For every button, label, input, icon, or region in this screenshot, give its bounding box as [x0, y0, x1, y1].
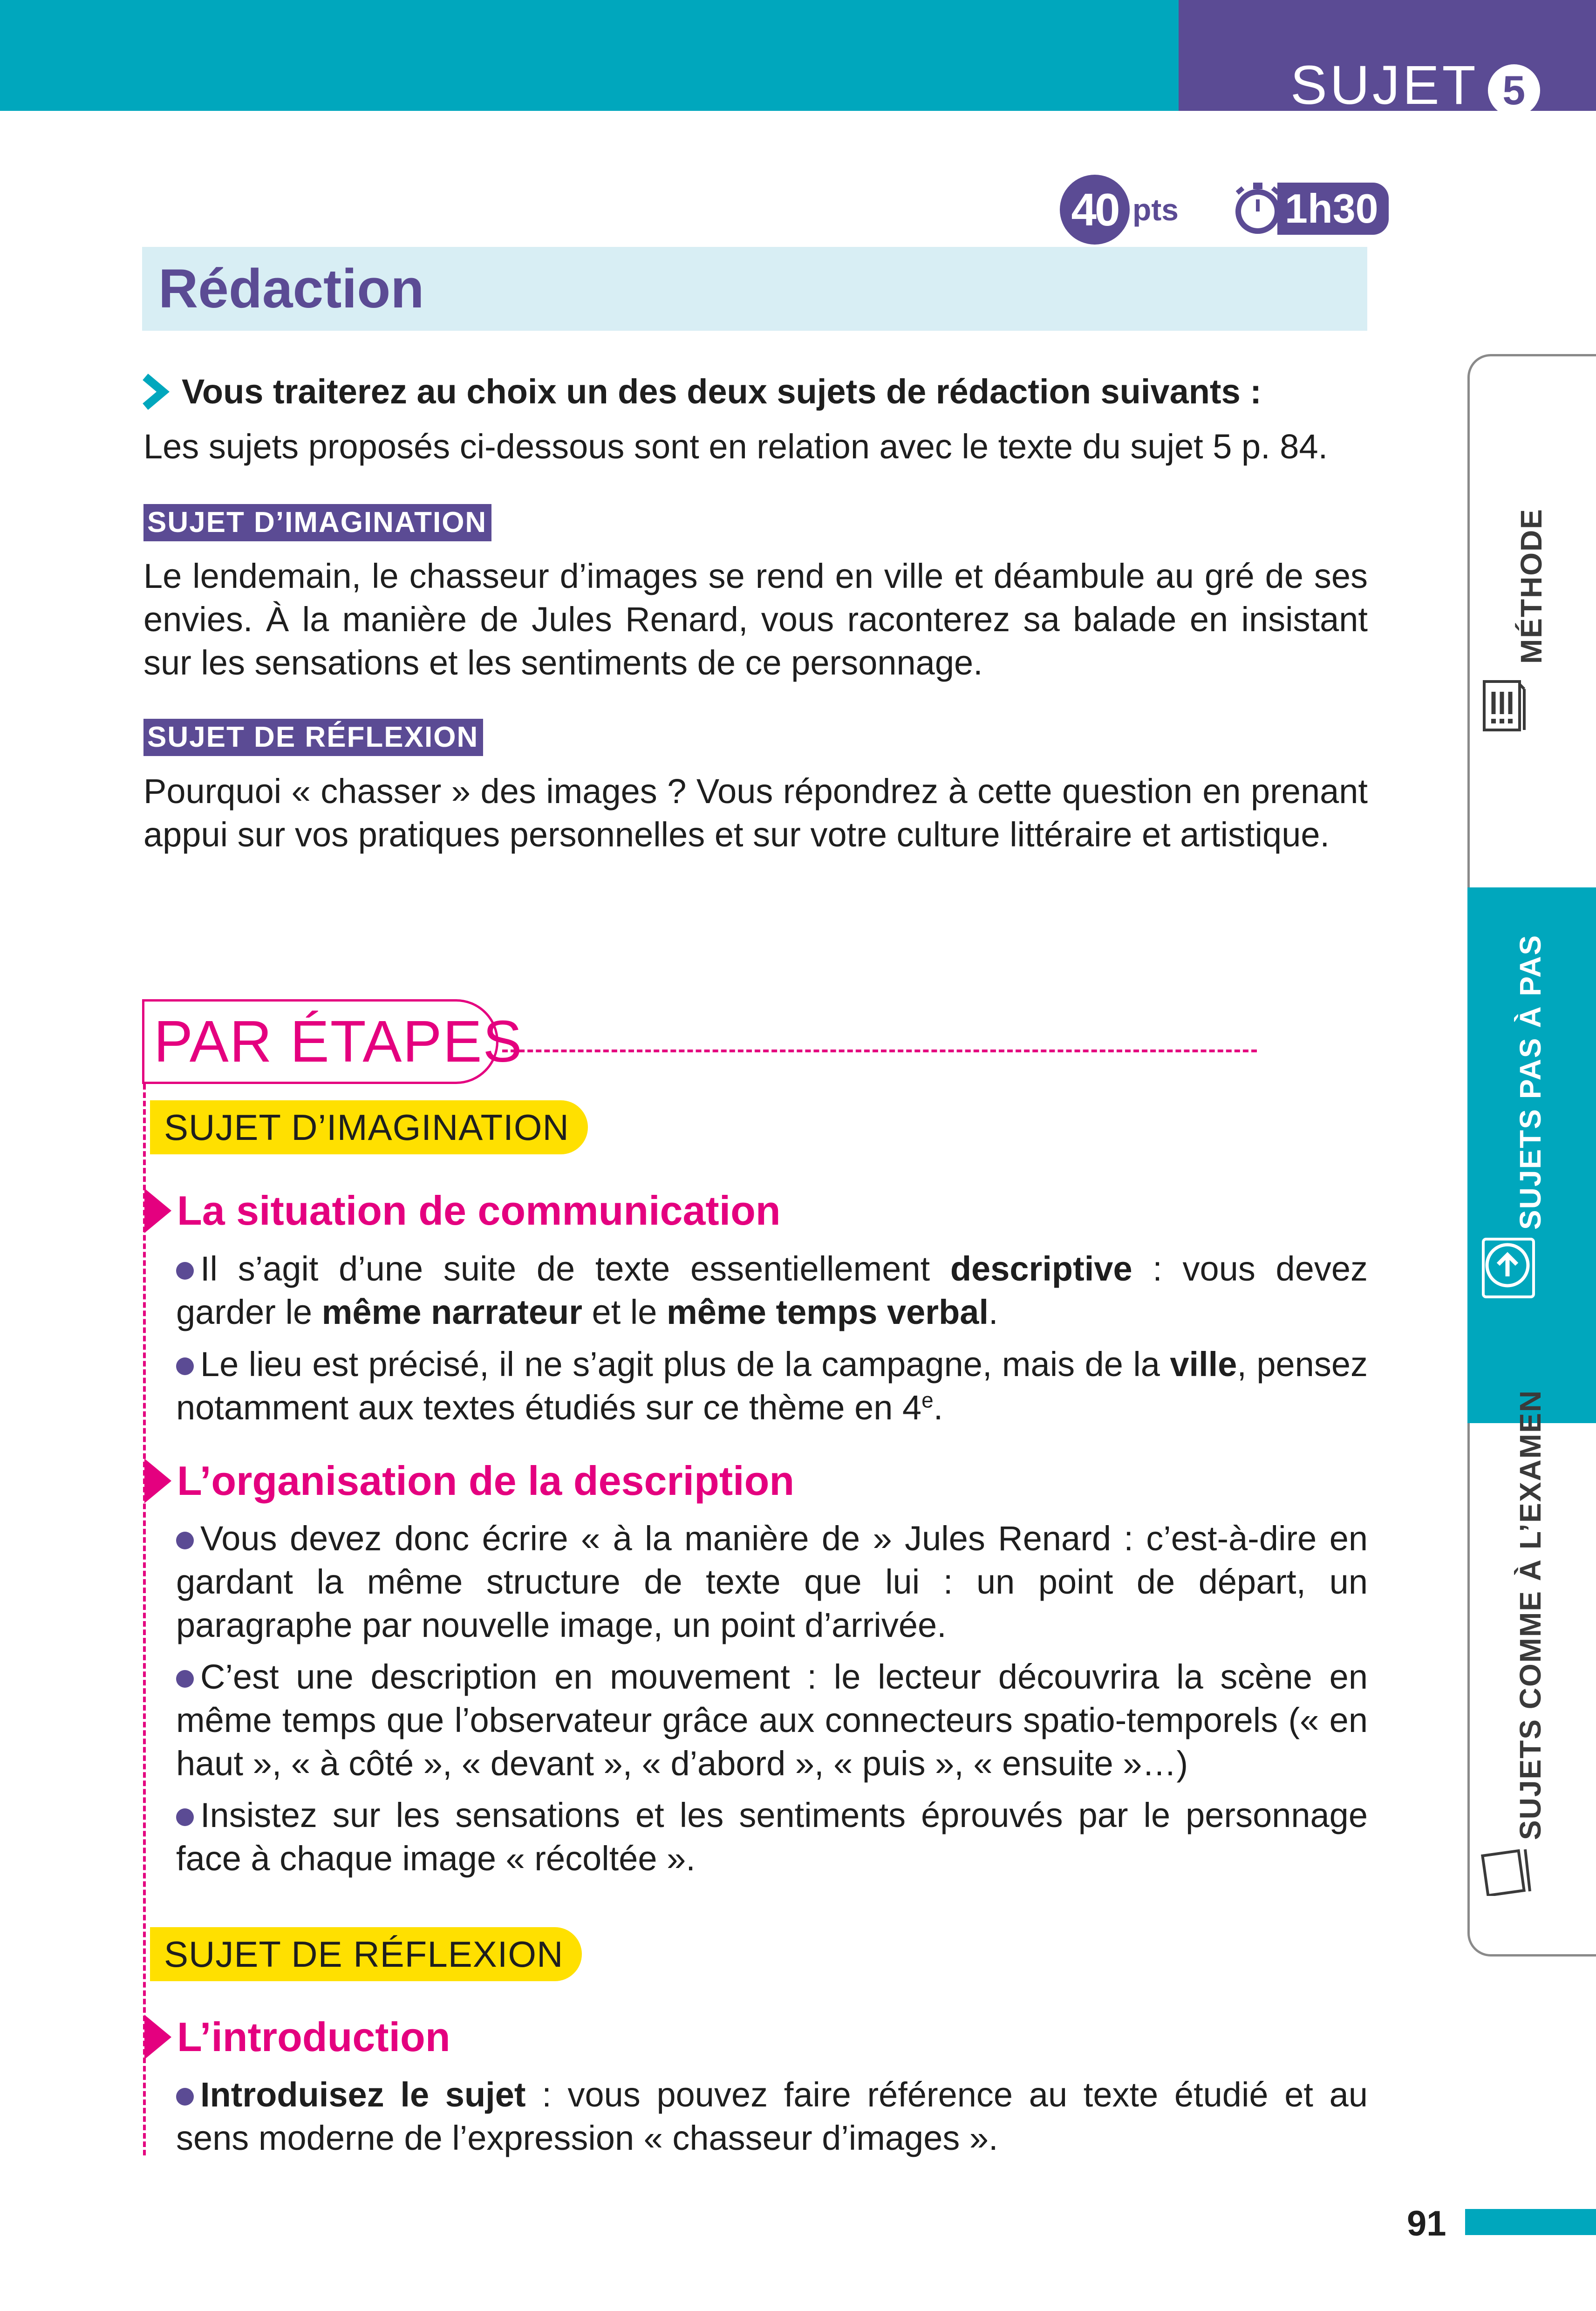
arrow-up-circle-icon [1480, 1230, 1536, 1300]
heading-organisation [144, 1457, 794, 1505]
points-unit: pts [1132, 192, 1179, 227]
imagination-tag: SUJET D’IMAGINATION [150, 1100, 588, 1154]
steps-margin-line [143, 1084, 146, 2155]
page-number-bar [1465, 2209, 1596, 2235]
heading-situation-text: La situation de communication [177, 1187, 781, 1234]
context-text: Les sujets proposés ci-dessous sont en relation avec le texte du sujet 5 p. 84. [143, 427, 1328, 466]
imagination-label: SUJET D’IMAGINATION [143, 504, 491, 541]
subject-heading [1290, 55, 1540, 116]
side-tab-methode[interactable]: MÉTHODE [1514, 508, 1548, 664]
imagination-text: Le lendemain, le chasseur d’images se rend en ville et déambule au gré de ses envies. À la manière de Jules Renard, vous raconterez sa balade en insistant sur les sensations et les sentiments de ce personnage. [143, 557, 1368, 682]
bullet-introduisez: Introduisez le sujet : vous pouvez faire référence au texte étudié et au sens moderne de l’expression « chasseur d’images ». [176, 2075, 1368, 2157]
duration-badge [1230, 181, 1389, 237]
instruction-line [140, 372, 1262, 411]
duration-value: 1h30 [1277, 183, 1389, 235]
stopwatch-icon [1230, 181, 1286, 237]
reflexion-tag: SUJET DE RÉFLEXION [150, 1927, 582, 1981]
points-value: 40 [1060, 175, 1130, 245]
page-number: 91 [1407, 2204, 1446, 2243]
bullet-dot-icon [176, 1262, 194, 1280]
subject-label: SUJET [1290, 55, 1479, 116]
bullet-sensations: Insistez sur les sensations et les sentiments éprouvés par le personnage face à chaque image « récoltée ». [176, 1796, 1368, 1878]
heading-situation [144, 1187, 781, 1234]
bullet-dot-icon [176, 1357, 194, 1375]
side-tab-pas-a-pas[interactable]: SUJETS PAS À PAS [1514, 934, 1547, 1230]
points-badge [1060, 175, 1179, 245]
triangle-bullet-icon [144, 1188, 171, 1233]
heading-introduction-text: L’introduction [177, 2014, 450, 2060]
heading-introduction [144, 2013, 450, 2061]
subject-number-badge: 5 [1488, 64, 1540, 116]
reflexion-label: SUJET DE RÉFLEXION [143, 719, 483, 756]
steps-title: PAR ÉTAPES [154, 1009, 523, 1074]
bullet-mouvement: C’est une description en mouvement : le lecteur découvrira la scène en même temps que l’observateur grâce aux connecteurs spatio-temporels (« en haut », « à côté », « devant », « d’abord », « puis », « ensuite »…) [176, 1657, 1368, 1783]
triangle-bullet-icon [144, 2015, 171, 2059]
section-title: Rédaction [158, 258, 424, 320]
bullet-dot-icon [176, 1670, 194, 1688]
checklist-icon [1480, 678, 1527, 734]
instruction-text: Vous traiterez au choix un des deux sujets de rédaction suivants : [182, 372, 1262, 411]
document-icon [1480, 1845, 1536, 1896]
bullet-dot-icon [176, 1808, 194, 1826]
bullet-dot-icon [176, 1532, 194, 1549]
reflexion-text: Pourquoi « chasser » des images ? Vous répondrez à cette question en prenant appui sur vos pratiques personnelles et sur votre culture littéraire et artistique. [143, 772, 1368, 854]
steps-divider [502, 1050, 1257, 1052]
bullet-maniere: Vous devez donc écrire « à la manière de » Jules Renard : c’est-à-dire en gardant la même structure de texte que lui : un point de départ, un paragraphe par nouvelle image, un point d’arrivée. [176, 1519, 1368, 1644]
triangle-bullet-icon [144, 1459, 171, 1503]
side-tab-examen[interactable]: SUJETS COMME À L’EXAMEN [1514, 1390, 1547, 1840]
bullet-ville: Le lieu est précisé, il ne s’agit plus de la campagne, mais de la ville, pensez notamment aux textes étudiés sur ce thème en 4e. [176, 1345, 1368, 1427]
chevron-right-icon [140, 373, 171, 410]
bullet-descriptive: Il s’agit d’une suite de texte essentiellement descriptive : vous devez garder le même narrateur et le même temps verbal. [176, 1249, 1368, 1331]
header-band [0, 0, 1179, 111]
heading-organisation-text: L’organisation de la description [177, 1458, 795, 1504]
bullet-dot-icon [176, 2088, 194, 2106]
